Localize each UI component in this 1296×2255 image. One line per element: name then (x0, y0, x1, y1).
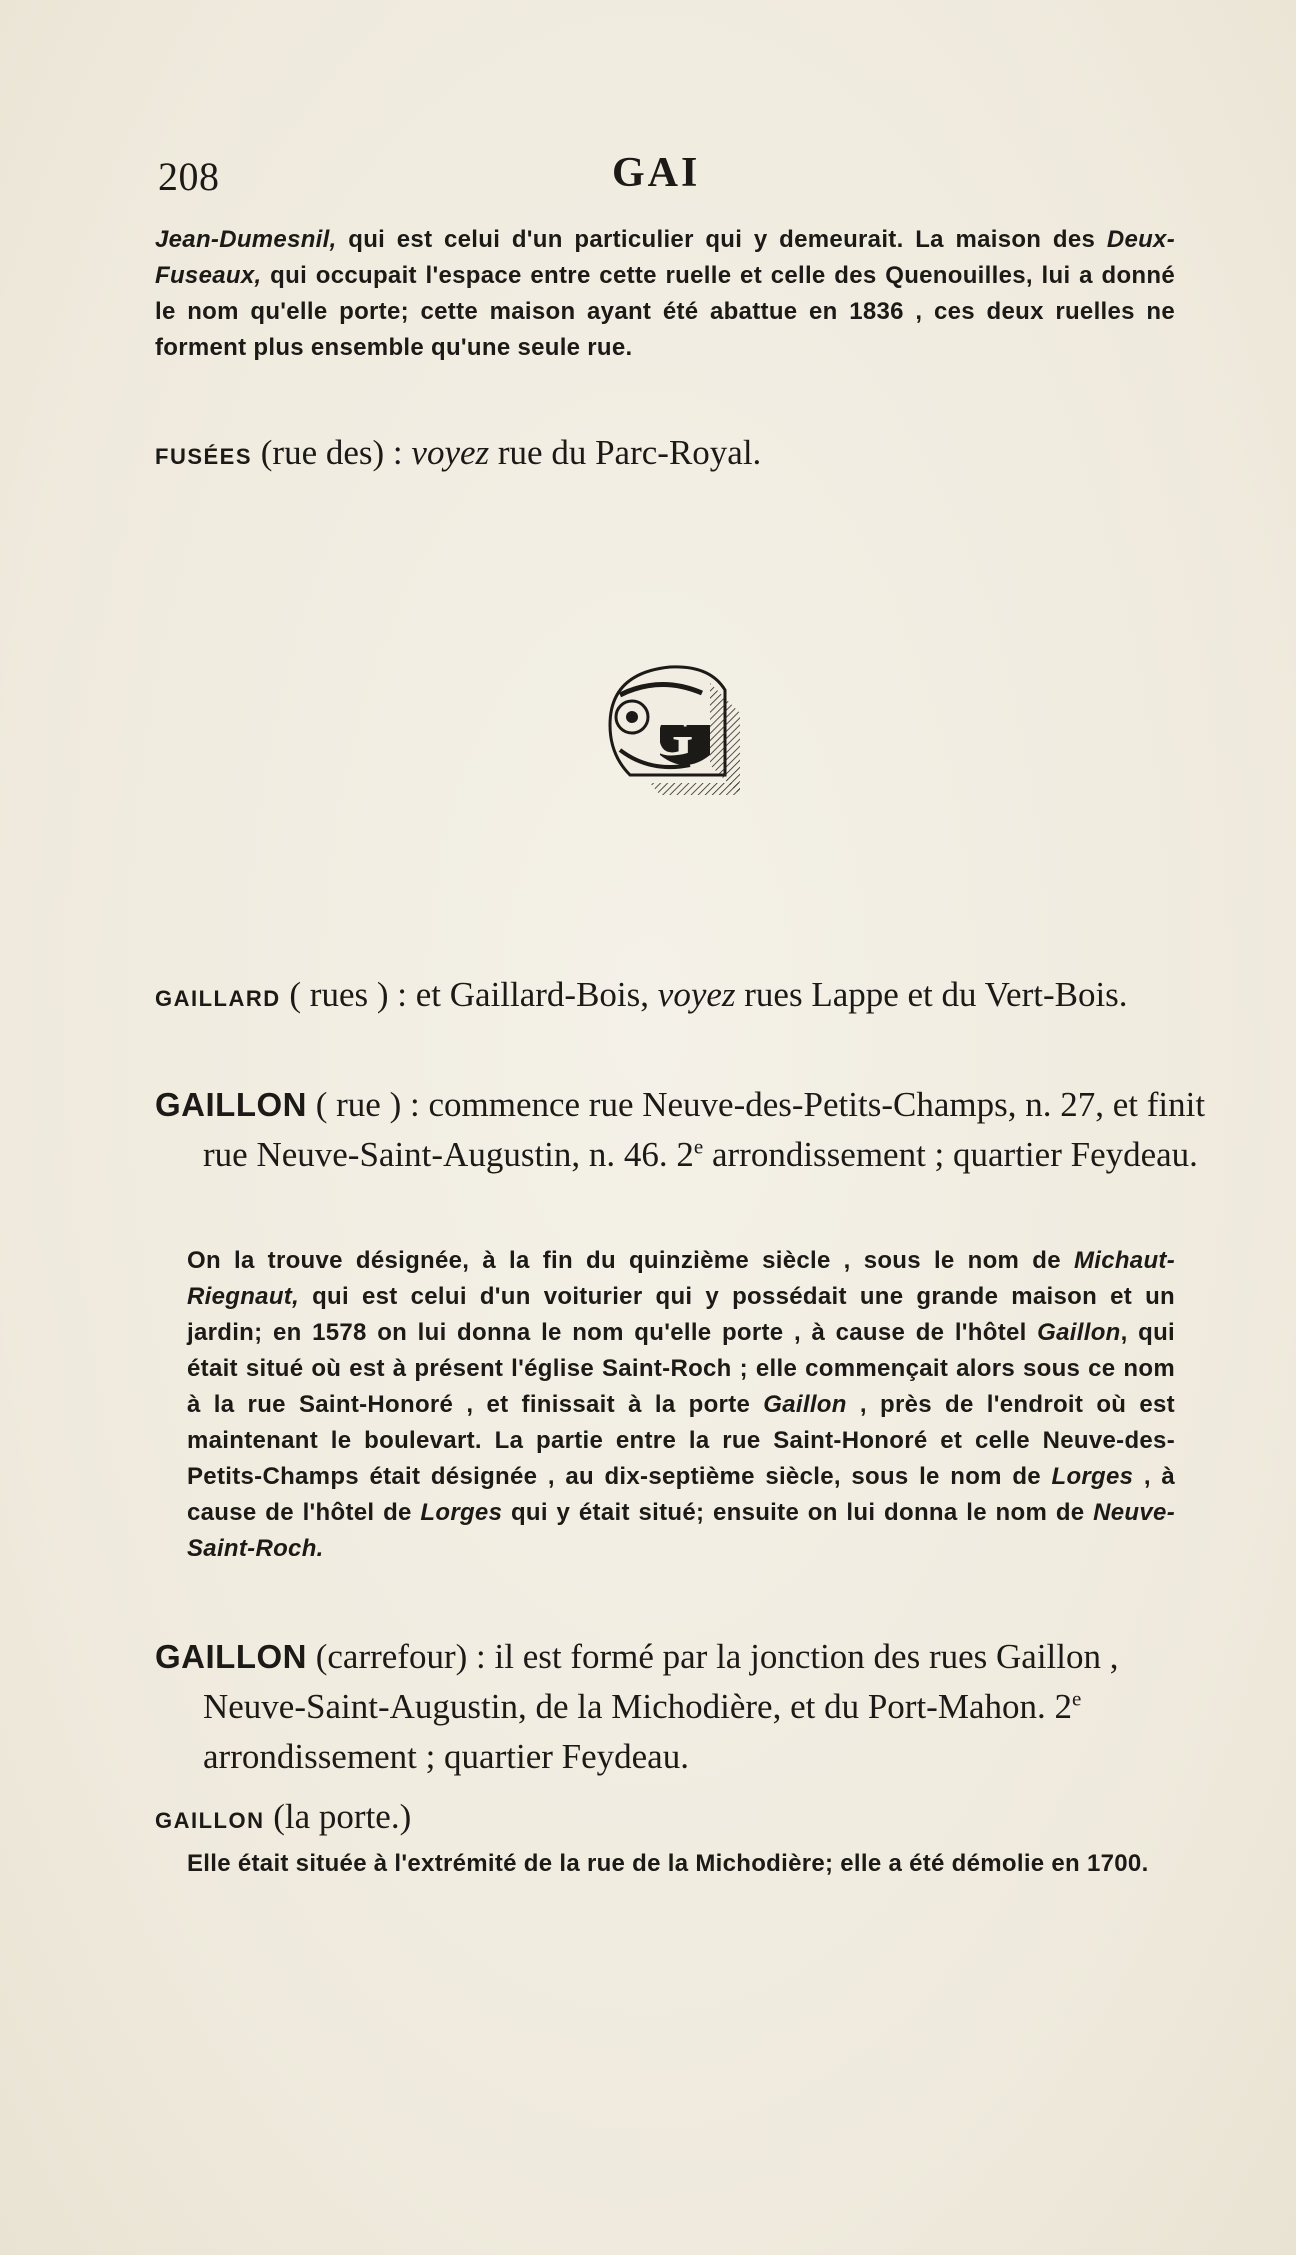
entry-gaillon-porte (155, 1792, 1175, 1846)
text: arrondissement ; quartier Feydeau. (703, 1135, 1198, 1174)
text: (carrefour) : il est formé par la jonction des rues Gaillon , Neuve-Saint-Augustin, de la Michodière, et du Port-Mahon. 2 (203, 1637, 1119, 1726)
running-title: GAI (612, 150, 701, 196)
text: , près de l'endroit où est maintenant le boulevart. La partie entre la rue Saint-Honoré et celle Neuve-des-Petits-Champs était désignée , au dix-septième siècle, sous le nom de (187, 1391, 1175, 1490)
text: arrondissement ; quartier Feydeau. (203, 1737, 689, 1776)
page-number: 208 (158, 154, 220, 199)
entry-fusees (155, 428, 1175, 482)
voyez: voyez (657, 975, 736, 1014)
entry-gaillard (155, 970, 1223, 1024)
text: qui est celui d'un voiturier qui y possédait une grande maison et un jardin; en 1578 on lui donna le nom qu'elle porte , à cause de l'hôtel (187, 1283, 1175, 1346)
entry-gaillon-porte-note (187, 1846, 1175, 1882)
text: ( rues ) : et Gaillard-Bois, (280, 975, 658, 1014)
page-header (0, 145, 1296, 205)
text: rues Lappe et du Vert-Bois. (735, 975, 1128, 1014)
entry-head: FUSÉES (155, 444, 253, 469)
italic-name: Gaillon (763, 1391, 847, 1418)
text: (rue des) : (252, 433, 412, 472)
entry-head: GAILLON (155, 1808, 265, 1833)
text: ( rue ) : commence rue Neuve-des-Petits-Champs, n. 27, et finit rue Neuve-Saint-Augustin, n. 46. 2 (203, 1085, 1206, 1174)
entry-head: GAILLON (155, 1638, 307, 1675)
text: On la trouve désignée, à la fin du quinzième siècle , sous le nom de (187, 1247, 1074, 1274)
entry-deux-fuseaux-continuation (155, 222, 1175, 366)
text: qui y était situé; ensuite on lui donna le nom de (502, 1499, 1094, 1526)
italic-name: Lorges (1051, 1463, 1134, 1490)
entry-gaillon-carrefour (155, 1632, 1223, 1782)
voyez: voyez (411, 433, 490, 472)
text: (la porte.) (264, 1797, 412, 1836)
text: , qui était situé où est à présent l'église Saint-Roch ; elle commençait alors sous ce nom à la rue Saint-Honoré , et finissait à la porte (187, 1319, 1176, 1418)
entry-gaillon-rue (155, 1080, 1223, 1180)
ornament-letter: G (646, 702, 694, 768)
letter-g-vignette-icon (590, 655, 750, 805)
italic-name: Jean-Dumesnil, (155, 226, 337, 253)
italic-name: Gaillon (1037, 1319, 1121, 1346)
text: qui occupait l'espace entre cette ruelle et celle des Quenouilles, lui a donné le nom qu'elle porte; cette maison ayant été abattue en 1836 , ces deux ruelles ne forment plus ensemble qu'une seule rue. (155, 262, 1175, 361)
text: rue du Parc-Royal. (489, 433, 762, 472)
entry-head: GAILLARD (155, 986, 281, 1011)
italic-name: Lorges (420, 1499, 503, 1526)
italic-name: Michaut-Riegnaut, (187, 1247, 1175, 1310)
italic-name: Deux-Fuseaux, (155, 226, 1175, 289)
entry-gaillon-rue-note (187, 1243, 1175, 1567)
superscript: e (1071, 1686, 1082, 1711)
text: qui est celui d'un particulier qui y demeurait. La maison des (336, 226, 1107, 253)
superscript: e (693, 1134, 704, 1159)
italic-name: Neuve-Saint-Roch. (187, 1499, 1175, 1562)
text: , à cause de l'hôtel de (187, 1463, 1175, 1526)
entry-head: GAILLON (155, 1086, 307, 1123)
text: Elle était située à l'extrémité de la rue de la Michodière; elle a été démolie en 1700. (187, 1850, 1149, 1877)
